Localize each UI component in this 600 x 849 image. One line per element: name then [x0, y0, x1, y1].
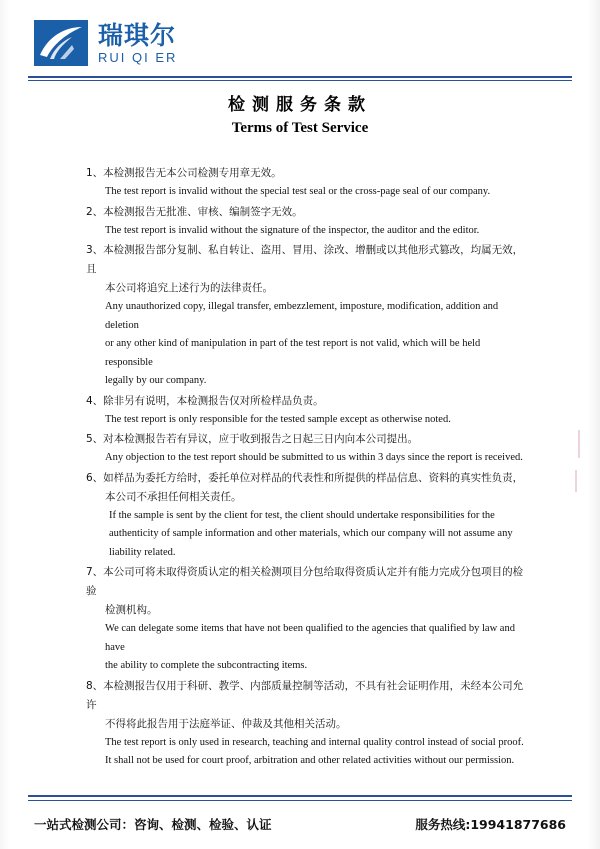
clause-item	[86, 392, 526, 430]
clause-cn-line: 检测机构。	[105, 604, 158, 616]
clause-en-line: authenticity of sample information and other materials, which our company will not assume any	[109, 528, 513, 539]
clause-cn-line: 2、本检测报告无批准、审核、编制签字无效。	[86, 205, 303, 218]
clause-cn-line: 1、本检测报告无本公司检测专用章无效。	[86, 167, 282, 179]
page-title-cn: 检测服务条款	[228, 95, 372, 115]
document-footer	[34, 815, 566, 833]
clause-cn-line: 3、本检测报告部分复制、私自转让、盗用、冒用、涂改、增删或以其他形式篡改，均属无效，且	[86, 244, 524, 275]
clause-en-line: The test report is only responsible for the tested sample except as otherwise noted.	[105, 413, 451, 425]
page-title-en: Terms of Test Service	[231, 120, 369, 136]
scan-artifact	[575, 470, 577, 492]
clause-item	[86, 164, 526, 202]
footer-divider-thin	[28, 800, 572, 801]
clause-cn-line: 本公司将追究上述行为的法律责任。	[105, 282, 273, 294]
clause-item	[86, 241, 526, 391]
company-logo	[34, 18, 566, 68]
clause-en-line: the ability to complete the subcontracting items.	[105, 660, 308, 671]
terms-list	[86, 164, 526, 772]
clause-cn-line: 7、本公司可将未取得资质认定的相关检测项目分包给取得资质认定并有能力完成分包项目的检验	[86, 566, 524, 597]
header-divider	[28, 76, 572, 78]
header-divider-thin	[28, 80, 572, 81]
clause-en-line: legally by our company.	[105, 375, 207, 386]
clause-en-line: If the sample is sent by the client for test, the client should undertake responsibilities for the	[109, 509, 495, 521]
clause-cn-line: 5、对本检测报告若有异议，应于收到报告之日起三日内向本公司提出。	[86, 433, 419, 445]
document-header	[34, 18, 566, 76]
clause-en-line: Any unauthorized copy, illegal transfer, embezzlement, imposture, modification, addition and deletion	[105, 301, 499, 331]
clause-item	[86, 677, 526, 771]
clause-en-line: We can delegate some items that have not been qualified to the agencies that qualified by law and have	[105, 623, 515, 653]
footer-divider	[28, 795, 572, 797]
logo-name-cn: 瑞琪尔	[98, 20, 177, 50]
clause-item	[86, 563, 526, 676]
clause-en-line: or any other kind of manipulation in part of the test report is not valid, which will be held responsible	[105, 338, 481, 368]
clause-en-line: Any objection to the test report should be submitted to us within 3 days since the report is received.	[105, 452, 523, 463]
scan-artifact	[578, 430, 580, 458]
clause-en-line: liability related.	[109, 546, 176, 558]
logo-name-en: RUI QI ER	[98, 49, 178, 65]
clause-en-line: It shall not be used for court proof, arbitration and other related activities without our permission.	[105, 755, 515, 766]
clause-item	[86, 469, 526, 563]
clause-cn-line: 4、除非另有说明，本检测报告仅对所检样品负责。	[86, 394, 324, 407]
clause-item	[86, 430, 526, 468]
clause-en-line: The test report is only used in research, teaching and internal quality control instead of social proof.	[105, 736, 524, 748]
clause-cn-line: 6、如样品为委托方给时，委托单位对样品的代表性和所提供的样品信息、资料的真实性负责，	[86, 471, 524, 484]
clause-en-line: The test report is invalid without the special test seal or the cross-page seal of our company.	[105, 186, 491, 197]
swoosh-logo-icon	[34, 20, 88, 66]
clause-cn-line: 不得将此报告用于法庭举证、仲裁及其他相关活动。	[105, 717, 347, 730]
clause-cn-line: 本公司不承担任何相关责任。	[105, 490, 242, 503]
clause-en-line: The test report is invalid without the signature of the inspector, the auditor and the editor.	[105, 224, 480, 236]
footer-slogan: 一站式检测公司：咨询、检测、检验、认证	[34, 817, 272, 832]
clause-item	[86, 203, 526, 241]
logo-text	[98, 20, 178, 65]
footer-hotline: 服务热线:19941877686	[415, 817, 566, 832]
clause-cn-line: 8、本检测报告仅用于科研、教学、内部质量控制等活动，不具有社会证明作用，未经本公司允许	[86, 679, 524, 711]
